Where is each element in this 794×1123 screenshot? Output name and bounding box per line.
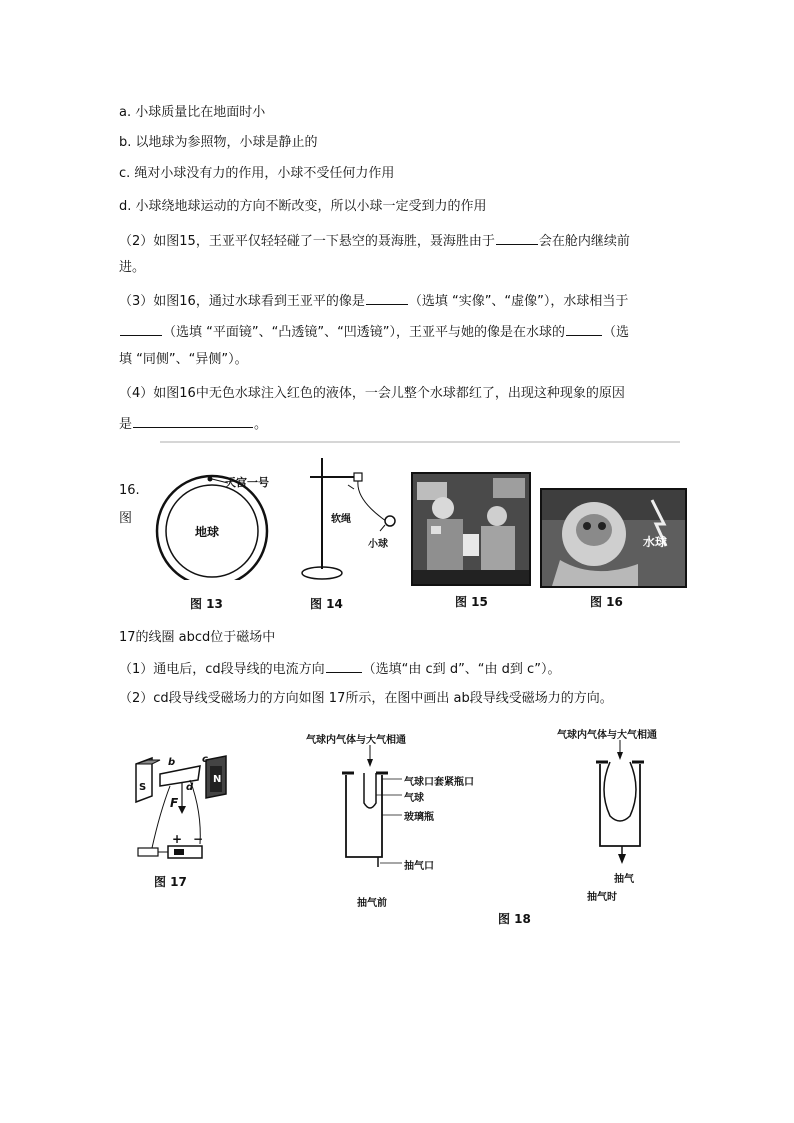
stand-diagram xyxy=(298,455,408,585)
q16-part1-text-b: （选填“由 c到 d”、“由 d到 c”）。 xyxy=(362,662,561,677)
part3-text-c: （选填 “平面镜”、“凸透镜”、“凹透镜”），王亚平与她的像是在水球的 xyxy=(163,325,566,340)
label-ball: 小球 xyxy=(368,539,388,550)
part3-text-e: 填 “同侧”、“异侧”）。 xyxy=(119,352,248,367)
answer-blank-current-direction[interactable] xyxy=(326,659,362,673)
question15-part3-line1 xyxy=(119,291,628,311)
astronauts-photo-image xyxy=(413,474,529,584)
label-rope: 软绳 xyxy=(331,514,351,525)
question15-part4-line2 xyxy=(119,414,267,434)
question16-intro: 17的线圈 abcd位于磁场中 xyxy=(119,630,276,645)
question15-part3-line2 xyxy=(119,322,629,342)
figure-14 xyxy=(298,455,408,615)
question16-prefix: 图 xyxy=(119,511,133,526)
label-left-outlet: 抽气口 xyxy=(404,861,434,872)
jar-before-diagram xyxy=(330,745,410,875)
q16-part1-text-a: （1）通电后，cd段导线的电流方向 xyxy=(119,662,325,677)
caption-fig15: 图 15 xyxy=(455,595,488,609)
part3-text-b: （选填 “实像”、“虚像”），水球相当于 xyxy=(408,294,629,309)
figure-16-photo xyxy=(540,488,687,588)
label-right-top: 气球内气体与大气相通 xyxy=(557,730,657,741)
station-dot xyxy=(208,477,213,482)
part3-text-a: （3）如图16，通过水球看到王亚平的像是 xyxy=(119,294,365,309)
answer-blank-inertia[interactable] xyxy=(496,231,538,245)
label-tiangong: 天宫一号 xyxy=(225,476,269,489)
scan-divider xyxy=(160,441,680,443)
label-left-balloon: 气球 xyxy=(404,793,424,804)
label-plus: + xyxy=(172,832,183,846)
caption-fig16: 图 16 xyxy=(590,595,623,609)
question15-part2-line1 xyxy=(119,231,630,251)
label-b: b xyxy=(168,757,176,768)
label-waterball: 水球 xyxy=(643,535,668,549)
label-S: S xyxy=(139,782,147,793)
label-minus: − xyxy=(193,832,204,846)
part4-text-b: 是 xyxy=(119,417,133,432)
part2-text-c: 进。 xyxy=(119,260,146,275)
switch-icon xyxy=(138,848,158,856)
question16-part1 xyxy=(119,659,560,679)
option-a: a. 小球质量比在地面时小 xyxy=(119,105,266,120)
question16-part2: （2）cd段导线受磁场力的方向如图 17所示，在图中画出 ab段导线受磁场力的方向。 xyxy=(119,691,613,706)
label-left-bottle: 玻璃瓶 xyxy=(404,812,434,823)
option-c: c. 绳对小球没有力的作用，小球不受任何力作用 xyxy=(119,166,395,181)
answer-blank-side[interactable] xyxy=(566,322,602,336)
part2-text-a: （2）如图15，王亚平仅轻轻碰了一下悬空的聂海胜，聂海胜由于 xyxy=(119,234,495,249)
figure-17 xyxy=(130,752,240,892)
caption-fig18: 图 18 xyxy=(498,912,531,926)
option-d: d. 小球绕地球运动的方向不断改变，所以小球一定受到力的作用 xyxy=(119,199,487,214)
answer-blank-lens-type[interactable] xyxy=(120,322,162,336)
part2-text-b: 会在舱内继续前 xyxy=(538,234,630,249)
earth-orbit-diagram xyxy=(150,465,290,580)
part4-text-a: （4）如图16中无色水球注入红色的液体，一会儿整个水球都红了，出现这种现象的原因 xyxy=(119,386,625,401)
caption-fig13: 图 13 xyxy=(190,597,223,611)
question-number-16: 16. xyxy=(119,483,140,498)
figure-15-photo xyxy=(411,472,531,586)
label-earth: 地球 xyxy=(195,525,220,539)
caption-fig17: 图 17 xyxy=(154,875,187,889)
label-right-state: 抽气时 xyxy=(587,892,617,903)
label-left-top: 气球内气体与大气相通 xyxy=(306,735,406,746)
label-c: c xyxy=(202,754,208,765)
coil-magnet-diagram xyxy=(130,752,240,867)
part4-text-c: 。 xyxy=(254,417,268,432)
part3-text-d: （选 xyxy=(603,325,630,340)
answer-blank-image-type[interactable] xyxy=(366,291,408,305)
label-F: F xyxy=(170,796,179,810)
label-right-pump: 抽气 xyxy=(614,874,634,885)
ball-icon xyxy=(385,516,395,526)
caption-fig14: 图 14 xyxy=(310,597,343,611)
label-left-mouth: 气球口套紧瓶口 xyxy=(404,777,474,788)
label-N: N xyxy=(213,774,222,785)
answer-blank-diffusion[interactable] xyxy=(133,414,253,428)
jar-during-diagram xyxy=(592,740,652,865)
battery-icon xyxy=(168,846,202,858)
label-left-state: 抽气前 xyxy=(357,898,387,909)
figure-13 xyxy=(150,465,290,615)
label-d: d xyxy=(186,782,194,793)
option-b: b. 以地球为参照物，小球是静止的 xyxy=(119,135,318,150)
